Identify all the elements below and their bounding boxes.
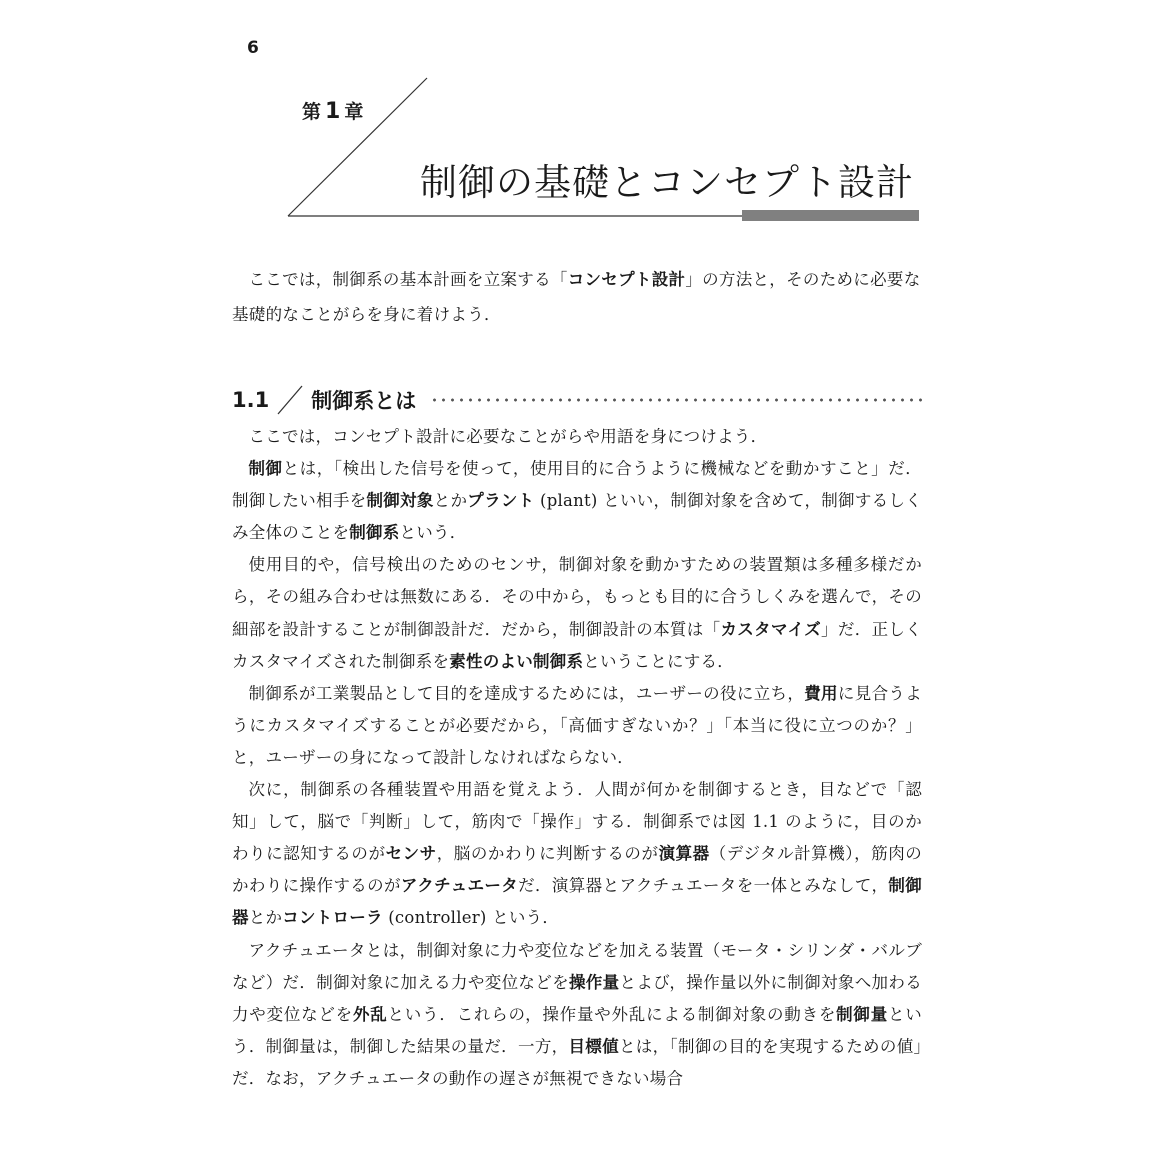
body-paragraph — [232, 453, 922, 549]
page-number: 6 — [247, 38, 259, 58]
body-paragraph — [232, 678, 922, 774]
section-title: 制御系とは — [311, 389, 417, 413]
text-run: (plant) といい，制御対象を含めて，制御するしくみ全体のことを — [232, 491, 923, 543]
chapter-gray-bar — [742, 210, 919, 221]
text-run: ということにする． — [583, 651, 735, 671]
bold-term: 素性のよい制御系 — [449, 651, 584, 671]
bold-term: アクチュエータ — [400, 876, 519, 896]
bold-term: 制御器 — [232, 876, 922, 928]
bold-term: コントローラ — [282, 908, 383, 928]
bold-term: 制御量 — [836, 1004, 888, 1024]
text-run: とか — [248, 908, 283, 928]
text-run: アクチュエータとは，制御対象に力や変位などを加える装置（モータ・シリンダ・バルブなど）だ．制御対象に加える力や変位などを — [232, 940, 922, 992]
text-run: とは，「検出した信号を使って，使用目的に合うように機械などを動かすこと」だ．制御したい相手を — [232, 459, 923, 511]
text-run: 」だ．正しくカスタマイズされた制御系を — [232, 619, 923, 671]
text-run: ここでは，コンセプト設計に必要なことがらや用語を身につけよう． — [248, 427, 768, 446]
chapter-label-suffix: 章 — [344, 101, 365, 123]
intro-paragraph — [232, 262, 922, 332]
text-run: という．制御量は，制御した結果の量だ．一方， — [232, 1004, 923, 1056]
body-paragraph — [232, 935, 922, 1095]
bold-term: プラント — [467, 491, 535, 511]
chapter-label-prefix: 第 — [302, 101, 323, 123]
text-run: （デジタル計算機），筋肉のかわりに操作するのが — [232, 844, 923, 896]
body-paragraph — [232, 774, 922, 934]
bold-term: 目標値 — [568, 1036, 619, 1056]
text-run: だ．演算器とアクチュエータを一体とみなして， — [518, 876, 889, 896]
bold-term: 制御 — [248, 459, 283, 479]
bold-term: 費用 — [804, 683, 838, 703]
bold-term: カスタマイズ — [720, 619, 822, 639]
bold-term: 演算器 — [658, 844, 710, 864]
chapter-title: 制御の基礎とコンセプト設計 — [420, 161, 914, 204]
chapter-decoration — [0, 0, 1150, 260]
text-run: という．これらの，操作量や外乱による制御対象の動きを — [387, 1004, 837, 1024]
section-heading — [232, 382, 922, 418]
section-slash — [275, 384, 305, 416]
text-run: 」の方法と，そのために必要な基礎的なことがらを身に着けよう． — [232, 270, 921, 324]
text-run: ここでは，制御系の基本計画を立案する「 — [248, 270, 568, 289]
body-text — [232, 421, 922, 1095]
section-number: 1.1 — [232, 388, 270, 412]
text-run: とか — [433, 491, 468, 511]
bold-term: 外乱 — [352, 1004, 388, 1024]
text-run: ，脳のかわりに判断するのが — [436, 844, 659, 864]
text-run: とよび，操作量以外に制御対象へ加わる力や変位などを — [232, 972, 923, 1024]
text-run: 使用目的や，信号検出のためのセンサ，制御対象を動かすための装置類は多種多様だから，その組み合わせは無数にある．その中から，もっとも目的に合うしくみを選んで，その細部を設計することが制御設計だ．だから，制御設計の本質は「 — [232, 555, 922, 639]
text-run: 制御系が工業製品として目的を達成するためには，ユーザーの役に立ち， — [248, 683, 805, 703]
section-dotted-leader — [430, 398, 922, 402]
text-run: に見合うようにカスタマイズすることが必要だから，「高価すぎないか？」「本当に役に立つのか？」と，ユーザーの身になって設計しなければならない． — [232, 683, 923, 767]
chapter-intro — [232, 262, 922, 332]
chapter-label — [302, 97, 364, 124]
text-run: 次に，制御系の各種装置や用語を覚えよう．人間が何かを制御するとき，目などで「認知」して，脳で「判断」して，筋肉で「操作」する．制御系では図 1.1 のように，目のかわりに認知するのが — [232, 780, 922, 864]
text-run: (controller) という． — [382, 908, 560, 928]
chapter-number: 1 — [325, 99, 342, 124]
text-run: という． — [399, 523, 467, 543]
bold-term: 操作量 — [568, 972, 620, 992]
bold-term: 制御対象 — [366, 491, 434, 511]
body-paragraph — [232, 549, 922, 677]
bold-term: コンセプト設計 — [567, 270, 686, 289]
bold-term: 制御系 — [349, 523, 400, 543]
body-paragraph — [232, 421, 922, 453]
bold-term: センサ — [385, 844, 437, 864]
text-run: とは，「制御の目的を実現するための値」だ．なお，アクチュエータの動作の遅さが無視できない場合 — [232, 1036, 923, 1088]
